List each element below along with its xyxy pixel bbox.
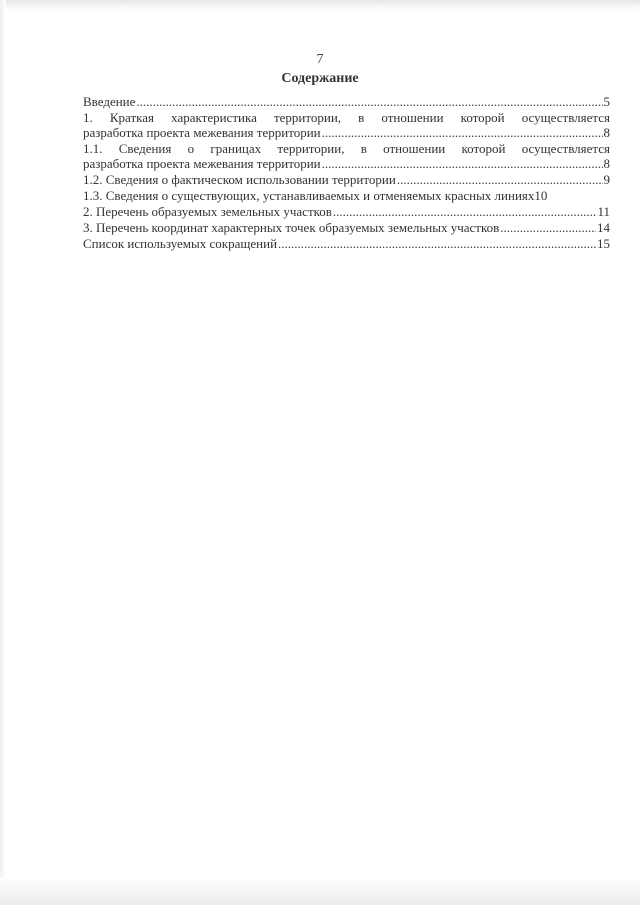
dot-leader <box>322 156 603 171</box>
toc-entry-label: разработка проекта межевания территории <box>83 156 321 171</box>
toc-page-ref: 8 <box>603 125 610 140</box>
toc-entry-section-1[interactable] <box>83 110 610 140</box>
toc-entry-section-1-3[interactable] <box>83 188 610 203</box>
toc-entry-label: разработка проекта межевания территории <box>83 125 321 140</box>
dot-leader <box>322 125 603 140</box>
toc-page-ref: 14 <box>597 220 610 235</box>
toc-entry-label: Введение <box>83 94 136 109</box>
dot-leader <box>333 204 597 219</box>
table-of-contents <box>83 94 610 252</box>
dot-leader <box>397 172 603 187</box>
scan-edge-bottom <box>0 877 640 905</box>
scan-edge-left <box>0 0 6 905</box>
toc-page-ref: 11 <box>597 204 610 219</box>
toc-page-ref: 9 <box>603 172 610 187</box>
toc-entry-label-line1: 1.1. Сведения о границах территории, в отношении которой осуществляется <box>83 141 610 156</box>
toc-entry-label: 1.3. Сведения о существующих, устанавливаемых и отменяемых красных линиях <box>83 188 535 203</box>
toc-entry-label: 1.2. Сведения о фактическом использовании территории <box>83 172 396 187</box>
toc-entry-label-line1: 1. Краткая характеристика территории, в отношении которой осуществляется <box>83 110 610 125</box>
toc-entry-section-2[interactable] <box>83 204 610 219</box>
page-number: 7 <box>316 52 324 67</box>
scan-edge-top <box>0 0 640 10</box>
toc-entry-label: Список используемых сокращений <box>83 236 278 251</box>
toc-entry-label: 3. Перечень координат характерных точек образуемых земельных участков <box>83 220 500 235</box>
toc-entry-section-3[interactable] <box>83 220 610 235</box>
toc-page-ref: 10 <box>534 188 548 203</box>
toc-title: Содержание <box>281 71 359 86</box>
toc-entry-section-1-1[interactable] <box>83 141 610 171</box>
toc-entry-abbreviations[interactable] <box>83 236 610 251</box>
toc-page-ref: 5 <box>603 94 610 109</box>
toc-page-ref: 8 <box>603 156 610 171</box>
toc-page-ref: 15 <box>597 236 610 251</box>
toc-entry-introduction[interactable] <box>83 94 610 109</box>
toc-entry-label: 2. Перечень образуемых земельных участков <box>83 204 332 219</box>
toc-entry-section-1-2[interactable] <box>83 172 610 187</box>
dot-leader <box>278 236 596 251</box>
dot-leader <box>500 220 596 235</box>
dot-leader <box>136 94 602 109</box>
